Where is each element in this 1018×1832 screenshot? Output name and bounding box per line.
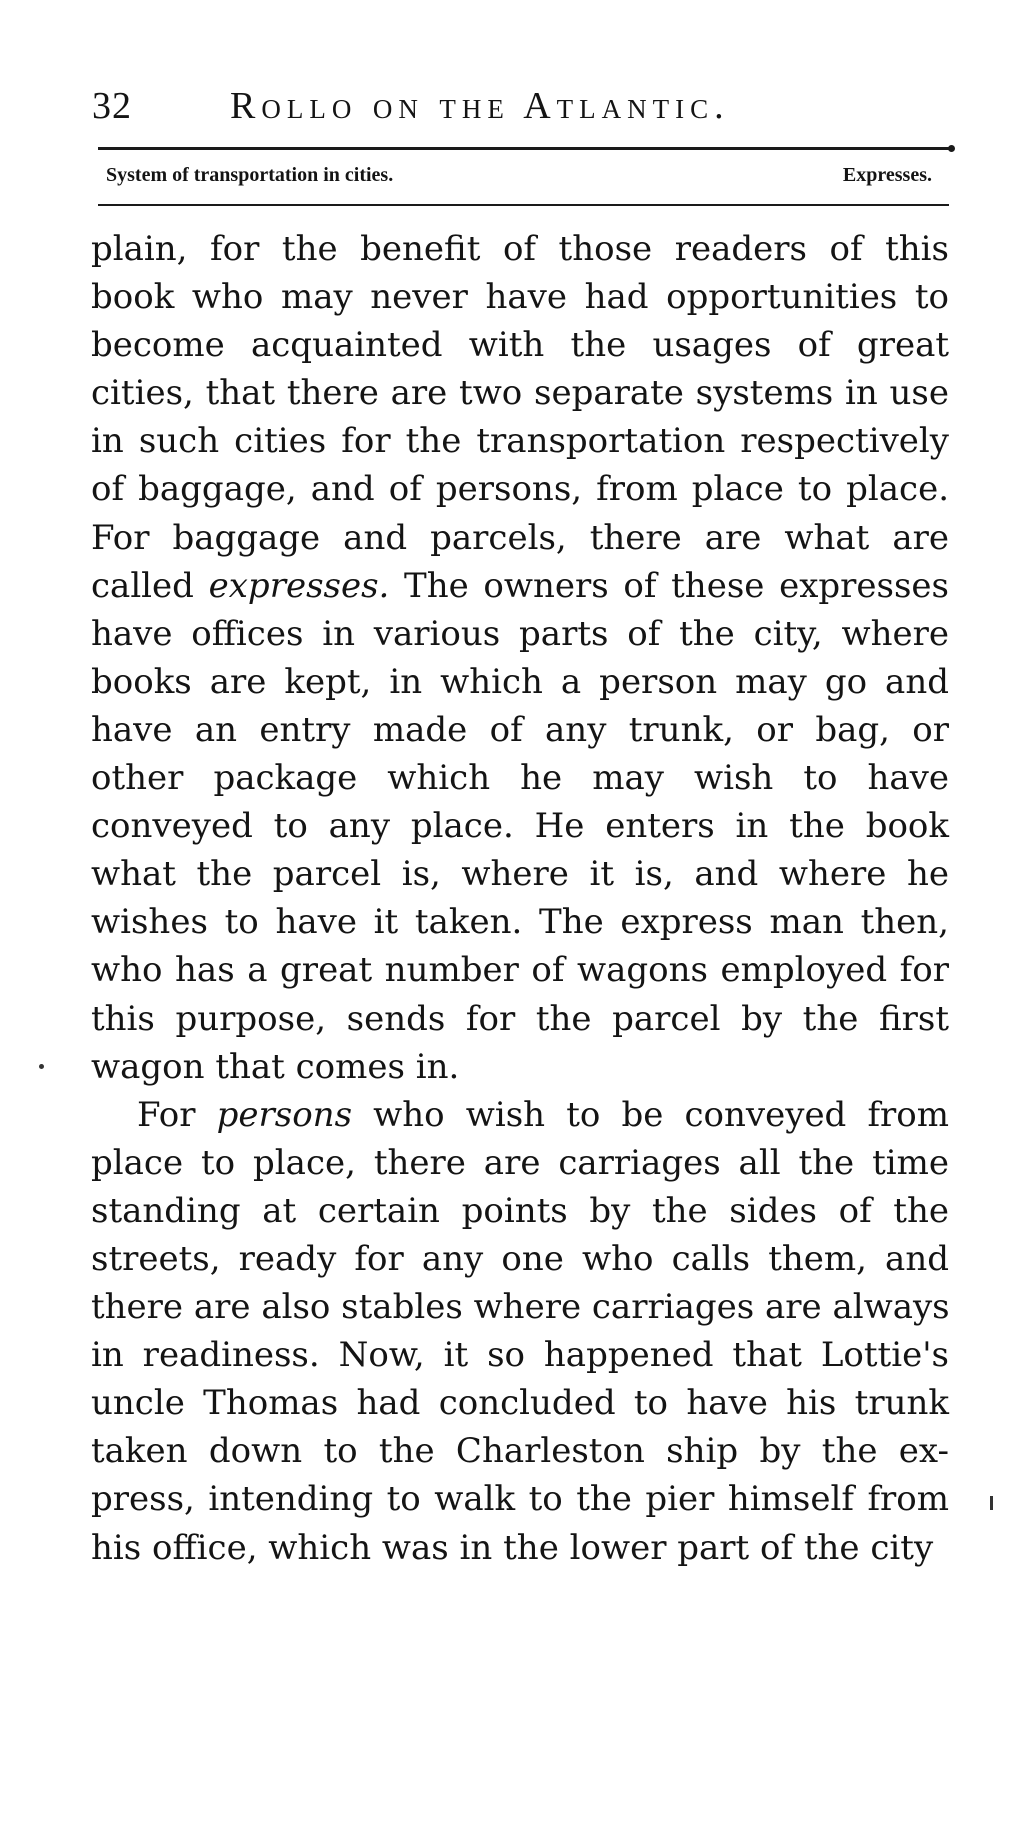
text-line: wagon that comes in. bbox=[91, 1046, 460, 1087]
body-text bbox=[91, 225, 949, 1572]
text-line: streets, ready for any one who calls them, and bbox=[91, 1238, 949, 1279]
text-line: in readiness. Now, it so happened that Lottie's bbox=[91, 1335, 949, 1376]
text-line: who has a great number of wagons employed for bbox=[91, 950, 949, 991]
text-line: there are also stables where carriages are always bbox=[91, 1287, 950, 1328]
text-fragment: who wish to be conveyed from bbox=[373, 1094, 950, 1135]
text-line: wishes to have it taken. The express man then, bbox=[91, 902, 949, 943]
text-line: have offices in various parts of the city, where bbox=[91, 613, 949, 654]
text-line: plain, for the benefit of those readers of this bbox=[91, 229, 949, 269]
paragraph-2 bbox=[91, 1091, 949, 1572]
section-subheader bbox=[100, 164, 946, 194]
text-line bbox=[91, 1091, 949, 1139]
header-rule-top bbox=[98, 147, 949, 150]
text-line: in such cities for the transportation respectively bbox=[91, 421, 949, 462]
text-line: become acquainted with the usages of great bbox=[91, 325, 949, 366]
italic-term: persons bbox=[216, 1094, 353, 1135]
text-line: other package which he may wish to have bbox=[91, 758, 949, 799]
text-line: uncle Thomas had concluded to have his trunk bbox=[91, 1383, 949, 1424]
text-fragment: The owners of these expresses bbox=[404, 565, 949, 606]
subheader-left: System of transportation in cities. bbox=[106, 164, 394, 186]
text-line: conveyed to any place. He enters in the book bbox=[91, 806, 949, 847]
text-fragment: For bbox=[137, 1094, 196, 1135]
text-fragment: called bbox=[91, 565, 194, 606]
running-title: Rollo on the Atlantic. bbox=[230, 85, 730, 127]
text-line: this purpose, sends for the parcel by the first bbox=[91, 998, 949, 1039]
text-line: press, intending to walk to the pier himself from bbox=[91, 1479, 949, 1520]
running-head bbox=[90, 84, 950, 134]
text-line: For baggage and parcels, there are what are bbox=[91, 517, 949, 558]
subheader-right: Expresses. bbox=[842, 164, 932, 186]
margin-dot bbox=[39, 1064, 44, 1069]
text-line: place to place, there are carriages all the time bbox=[91, 1142, 949, 1183]
text-line: book who may never have had opportunities to bbox=[91, 277, 949, 318]
text-line: books are kept, in which a person may go and bbox=[91, 661, 949, 702]
text-line: standing at certain points by the sides of the bbox=[91, 1190, 949, 1231]
text-line: taken down to the Charleston ship by the ex- bbox=[91, 1431, 949, 1472]
text-line: of baggage, and of persons, from place to place. bbox=[91, 469, 949, 510]
italic-term: expresses. bbox=[208, 565, 390, 606]
text-line: what the parcel is, where it is, and where he bbox=[91, 854, 949, 895]
page-number: 32 bbox=[92, 85, 132, 127]
text-line bbox=[91, 562, 949, 610]
text-line: cities, that there are two separate systems in use bbox=[91, 373, 949, 414]
paragraph-1 bbox=[91, 225, 949, 1091]
text-line: have an entry made of any trunk, or bag, or bbox=[91, 709, 949, 750]
margin-tick bbox=[990, 1496, 993, 1510]
text-line: his office, which was in the lower part of the city bbox=[91, 1527, 934, 1568]
header-rule-bottom bbox=[98, 204, 949, 206]
